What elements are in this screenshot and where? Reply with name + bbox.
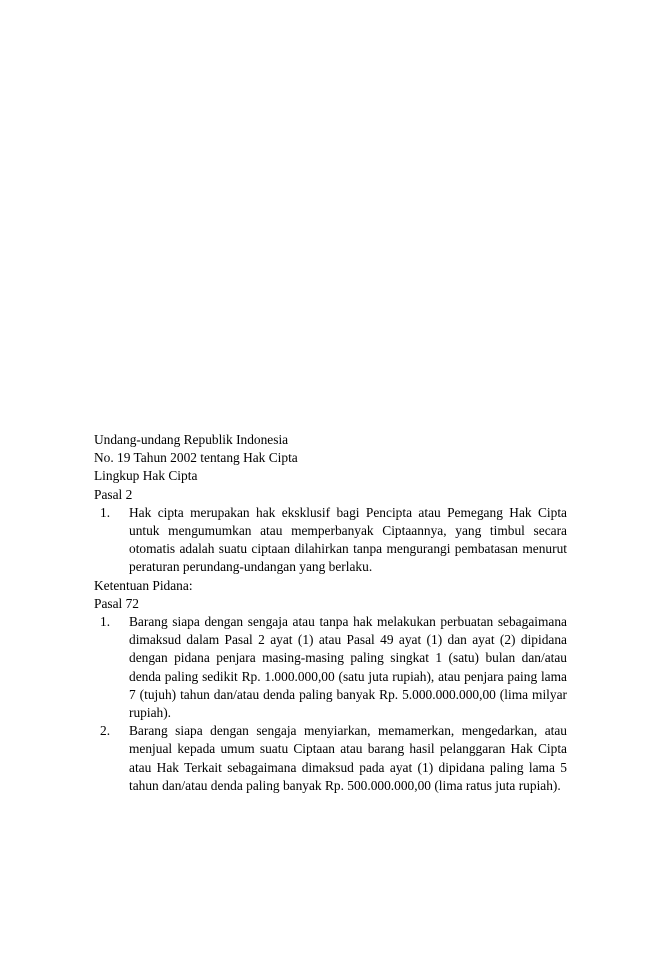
list-item-text: Hak cipta merupakan hak eksklusif bagi Pencipta atau Pemegang Hak Cipta untuk mengumumkan atau memperbanyak Ciptaannya, yang timbul secara otomatis adalah suatu ciptaan dilahirkan tanpa mengurangi pembatasan menurut peraturan perundang-undangan yang berlaku. [129, 504, 567, 575]
list-number: 2. [100, 723, 111, 739]
list-number: 1. [100, 504, 111, 520]
list-number: 1. [100, 614, 111, 630]
list-item-text: Barang siapa dengan sengaja atau tanpa hak melakukan perbuatan sebagaimana dimaksud dalam Pasal 2 ayat (1) atau Pasal 49 ayat (1) dan ayat (2) dipidana dengan pidana penjara masing-masing paling singkat 1 (satu) bulan dan/atau denda paling sedikit Rp. 1.000.000,00 (satu juta rupiah), atau penjara paing lama 7 (tujuh) tahun dan/atau denda paling banyak Rp. 5.000.000.000,00 (lima milyar rupiah). [129, 614, 567, 721]
penal-provisions-heading: Ketentuan Pidana: [94, 577, 193, 593]
law-number: No. 19 Tahun 2002 tentang Hak Cipta [94, 450, 298, 466]
list-item-text: Barang siapa dengan sengaja menyiarkan, memamerkan, mengedarkan, atau menjual kepada umum suatu Ciptaan atau barang hasil pelanggaran Hak Cipta atau Hak Terkait sebagaimana dimaksud pada ayat (1) dipidana paling lama 5 tahun dan/atau denda paling banyak Rp. 500.000.000,00 (lima ratus juta rupiah). [129, 723, 567, 793]
copyright-notice [94, 431, 567, 795]
article-heading: Pasal 72 [94, 595, 140, 611]
article-2-item-1 [94, 504, 567, 577]
law-title: Undang-undang Republik Indonesia [94, 432, 289, 447]
article-heading: Pasal 2 [94, 486, 133, 502]
article-72-item-1 [94, 613, 567, 722]
section-heading: Lingkup Hak Cipta [94, 468, 198, 484]
article-72-item-2 [94, 722, 567, 795]
